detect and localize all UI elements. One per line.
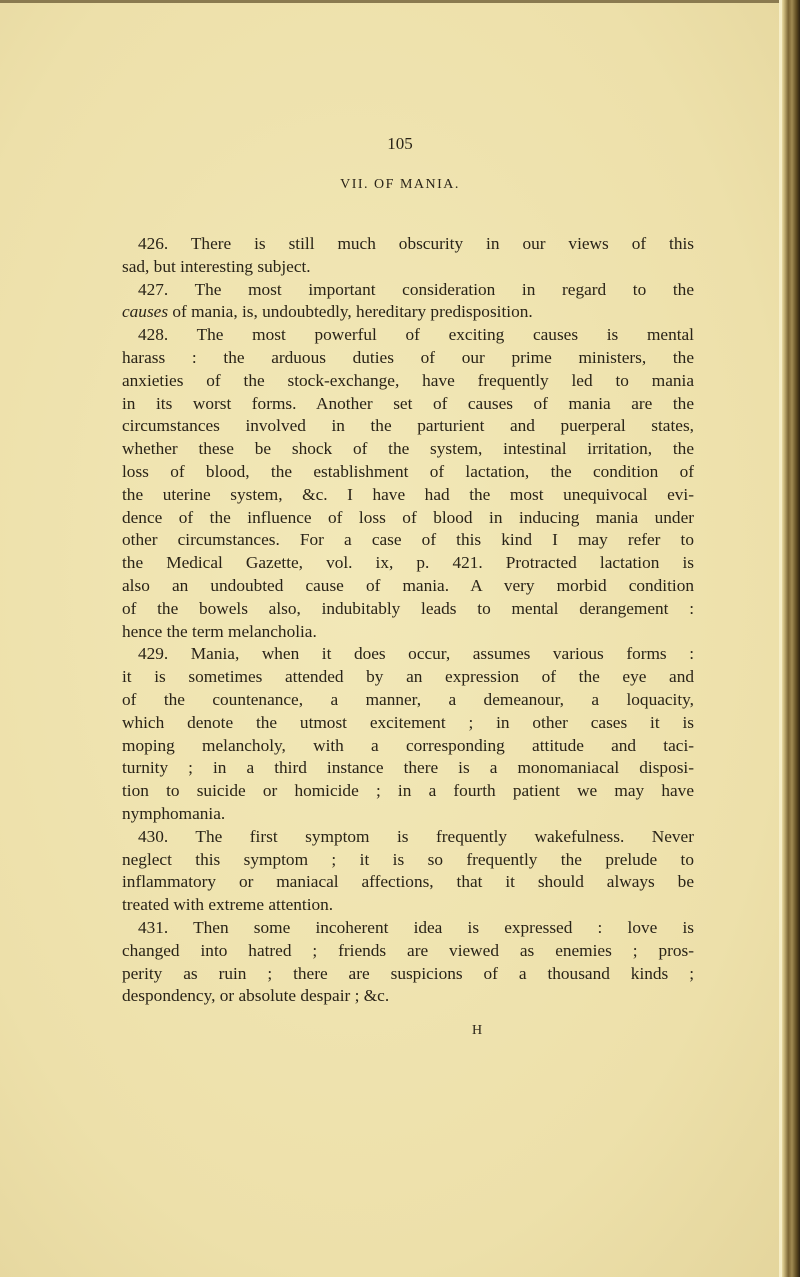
text-line: harass : the arduous duties of our prime ministers, the [122, 347, 694, 367]
text-line: changed into hatred ; friends are viewed as enemies ; pros- [122, 940, 694, 960]
text-line: 428. The most powerful of exciting causes is mental [138, 325, 694, 345]
text-line: circumstances involved in the parturient and puerperal states, [122, 416, 694, 436]
text-line: loss of blood, the establishment of lactation, the condition of [122, 461, 694, 481]
text-line: sad, but interesting subject. [122, 256, 311, 276]
text-line: 431. Then some incoherent idea is expressed : love is [138, 917, 694, 937]
text-line: hence the term melancholia. [122, 621, 317, 641]
text-line: the Medical Gazette, vol. ix, p. 421. Protracted lactation is [122, 553, 694, 573]
text-line: perity as ruin ; there are suspicions of a thousand kinds ; [122, 963, 694, 983]
text-line: despondency, or absolute despair ; &c. [122, 986, 390, 1006]
text-line: also an undoubted cause of mania. A very morbid condition [122, 575, 694, 595]
text-line: which denote the utmost excitement ; in other cases it is [122, 712, 694, 732]
text-line: of the countenance, a manner, a demeanour, a loquacity, [122, 689, 694, 709]
text-line: anxieties of the stock-exchange, have frequently led to mania [122, 370, 694, 390]
text-line: other circumstances. For a case of this kind I may refer to [122, 530, 694, 550]
text-line: 430. The first symptom is frequently wakefulness. Never [138, 826, 694, 846]
body-text [122, 233, 694, 1008]
text-line: neglect this symptom ; it is so frequently the prelude to [122, 849, 694, 869]
text-line: dence of the influence of loss of blood in inducing mania under [122, 507, 694, 527]
text-line: 427. The most important consideration in regard to the [138, 279, 694, 299]
text-line: moping melancholy, with a corresponding attitude and taci- [122, 735, 694, 755]
text-line: whether these be shock of the system, intestinal irritation, the [122, 439, 694, 459]
chapter-heading: VII. OF MANIA. [340, 177, 460, 192]
page-number: 105 [387, 134, 413, 153]
text-line: causes of mania, is, undoubtedly, hereditary predisposition. [122, 302, 533, 322]
text-line: nymphomania. [122, 803, 226, 823]
signature-mark: H [472, 1023, 483, 1038]
text-line: 429. Mania, when it does occur, assumes various forms : [138, 644, 694, 664]
text-line: tion to suicide or homicide ; in a fourth patient we may have [122, 781, 694, 801]
text-line: it is sometimes attended by an expression of the eye and [122, 667, 694, 687]
text-line: inflammatory or maniacal affections, that it should always be [122, 872, 694, 892]
text-line: turnity ; in a third instance there is a monomaniacal disposi- [122, 758, 694, 778]
page-top-edge [0, 0, 800, 3]
text-line: 426. There is still much obscurity in our views of this [138, 234, 694, 253]
text-line: in its worst forms. Another set of causes of mania are the [122, 393, 694, 413]
italic-word: causes [122, 302, 169, 322]
text-line: of the bowels also, indubitably leads to mental derangement : [122, 598, 694, 618]
text-line: the uterine system, &c. I have had the most unequivocal evi- [122, 484, 694, 504]
text-line: treated with extreme attention. [122, 895, 334, 915]
